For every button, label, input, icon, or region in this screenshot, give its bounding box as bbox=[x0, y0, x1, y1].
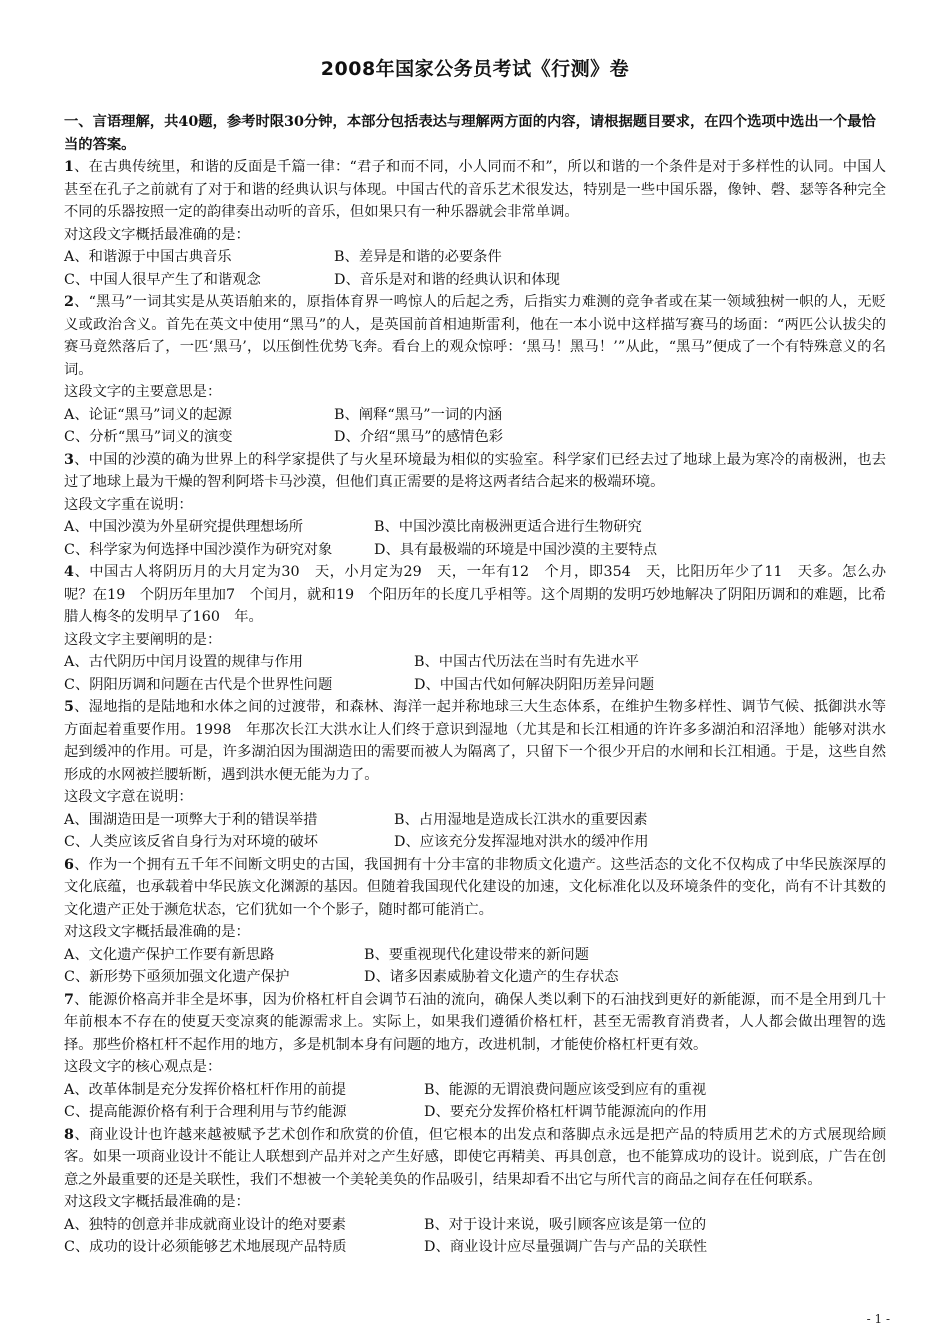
option-d: D、中国古代如何解决阴阳历差异问题 bbox=[414, 676, 655, 693]
question-text bbox=[64, 1124, 886, 1192]
option-d: D、具有最极端的环境是中国沙漠的主要特点 bbox=[374, 541, 658, 558]
option-a: A、古代阴历中闰月设置的规律与作用 bbox=[64, 654, 304, 670]
question-block bbox=[64, 291, 886, 449]
option-c: C、中国人很早产生了和谐观念 bbox=[64, 271, 261, 288]
option-row bbox=[64, 1214, 886, 1237]
option-row bbox=[64, 1101, 886, 1124]
option-d: D、诸多因素威胁着文化遗产的生存状态 bbox=[364, 969, 619, 985]
question-body: 、“黑马”一词其实是从英语舶来的，原指体育界一鸣惊人的后起之秀，后指实力难测的竞争者或在某一领域独树一帜的人，无贬义或政治含义。首先在英文中使用“黑马”的人，是英国前首相迪斯雷利，他在一本小说中这样描写赛马的场面：“两匹公认拔尖的赛马竟然落后了，一匹‘黑马’，以压倒性优势飞奔。看台上的观众惊呼：‘黑马！黑马！’”从此，“黑马”便成了一个有特殊意义的名词。 bbox=[64, 294, 886, 378]
question-block bbox=[64, 156, 886, 291]
option-row bbox=[64, 831, 886, 854]
question-prompt: 对这段文字概括最准确的是： bbox=[64, 226, 250, 243]
question-number: 4 bbox=[64, 564, 74, 580]
option-row bbox=[64, 246, 886, 269]
question-text bbox=[64, 854, 886, 922]
question-prompt: 这段文字主要阐明的是： bbox=[64, 631, 222, 648]
question-text bbox=[64, 561, 886, 629]
option-d: D、要充分发挥价格杠杆调节能源流向的作用 bbox=[424, 1104, 708, 1120]
option-a: A、改革体制是充分发挥价格杠杆作用的前提 bbox=[64, 1081, 346, 1098]
question-prompt: 对这段文字概括最准确的是： bbox=[64, 924, 250, 940]
question-number: 1 bbox=[64, 159, 74, 175]
question-number: 7 bbox=[64, 991, 74, 1008]
question-block bbox=[64, 696, 886, 854]
question-body: 、中国古人将阴历月的大月定为30 天，小月定为29 天，一年有12 个月，即354 天，比阳历年少了11 天多。怎么办呢？在19 个阴历年里加7 个闰月，就和19 个阳历年的长度几乎相等。这个周期的发明巧妙地解决了阴阳历调和的难题，比希腊人梅冬的发明早了160 年。 bbox=[64, 564, 886, 625]
option-c: C、人类应该反省自身行为对环境的破坏 bbox=[64, 834, 318, 850]
option-row bbox=[64, 269, 886, 292]
option-d: D、应该充分发挥湿地对洪水的缓冲作用 bbox=[394, 834, 649, 850]
question-number: 2 bbox=[64, 294, 74, 310]
document-title: 2008年国家公务员考试《行测》卷 bbox=[320, 58, 630, 80]
question-text bbox=[64, 696, 886, 786]
option-c: C、提高能源价格有利于合理利用与节约能源 bbox=[64, 1104, 347, 1120]
option-row bbox=[64, 516, 886, 539]
section-heading: 一、言语理解，共40题，参考时限30分钟，本部分包括表达与理解两方面的内容，请根据题目要求，在四个选项中选出一个最恰当的答案。 bbox=[64, 114, 876, 153]
question-body: 、在古典传统里，和谐的反面是千篇一律：“君子和而不同，小人同而不和”，所以和谐的一个条件是对于多样性的认同。中国人甚至在孔子之前就有了对于和谐的经典认识与体现。中国古代的音乐艺术很发达，特别是一些中国乐器，像钟、磬、瑟等各种完全不同的乐器按照一定的韵律奏出动听的音乐，但如果只有一种乐器就会非常单调。 bbox=[64, 159, 886, 220]
option-row bbox=[64, 1236, 886, 1259]
question-number: 8 bbox=[64, 1126, 74, 1143]
question-text bbox=[64, 989, 886, 1057]
option-row bbox=[64, 426, 886, 449]
question-body: 、能源价格高并非全是坏事，因为价格杠杆自会调节石油的流向，确保人类以剩下的石油找到更好的新能源，而不是全用到几十年前根本不存在的使夏天变凉爽的能源需求上。实际上，如果我们遵循价格杠杆，甚至无需教育消费者，人人都会做出理智的选择。那些价格杠杆不起作用的地方，多是机制本身有问题的地方，改进机制，才能使价格杠杆更有效。 bbox=[64, 991, 886, 1053]
option-a: A、中国沙漠为外星研究提供理想场所 bbox=[64, 519, 304, 535]
question-body: 、商业设计也许越来越被赋予艺术创作和欣赏的价值，但它根本的出发点和落脚点永远是把产品的特质用艺术的方式展现给顾客。如果一项商业设计不能让人联想到产品并对之产生好感，即使它再精美、再具创意，也不能算成功的设计。说到底，广告在创意之外最重要的还是关联性，我们不想被一个美轮美奂的作品吸引，结果却看不出它与所代言的商品之间存在任何联系。 bbox=[64, 1126, 886, 1188]
option-a: A、论证“黑马”词义的起源 bbox=[64, 406, 232, 423]
question-prompt: 这段文字的核心观点是： bbox=[64, 1059, 222, 1075]
question-prompt: 这段文字意在说明： bbox=[64, 789, 193, 805]
option-row bbox=[64, 539, 886, 562]
option-c: C、成功的设计必须能够艺术地展现产品特质 bbox=[64, 1239, 347, 1255]
option-b: B、阐释“黑马”一词的内涵 bbox=[334, 406, 503, 423]
option-b: B、能源的无谓浪费问题应该受到应有的重视 bbox=[424, 1081, 707, 1098]
option-c: C、阴阳历调和问题在古代是个世界性问题 bbox=[64, 676, 333, 693]
option-a: A、和谐源于中国古典音乐 bbox=[64, 249, 232, 265]
question-block bbox=[64, 854, 886, 989]
page-number: - 1 - bbox=[866, 1312, 890, 1326]
question-body: 、湿地指的是陆地和水体之间的过渡带，和森林、海洋一起并称地球三大生态体系，在维护生物多样性、调节气候、抵御洪水等方面起着重要作用。1998 年那次长江大洪水让人们终于意识到湿地（尤其是和长江相通的许许多多湖泊和沼泽地）能够对洪水起到缓冲的作用。可是，许多湖泊因为围湖造田的需要而被人为隔离了，只留下一个很少开启的水闸和长江相通。于是，这些自然形成的水网被拦腰斩断，遇到洪水便无能为力了。 bbox=[64, 699, 886, 783]
option-a: A、文化遗产保护工作要有新思路 bbox=[64, 946, 275, 963]
option-row bbox=[64, 966, 886, 989]
option-row bbox=[64, 674, 886, 697]
question-text bbox=[64, 291, 886, 381]
question-body: 、中国的沙漠的确为世界上的科学家提供了与火星环境最为相似的实验室。科学家们已经去过了地球上最为寒冷的南极洲，也去过了地球上最为干燥的智利阿塔卡马沙漠，但他们真正需要的是将这两者结合起来的极端环境。 bbox=[64, 451, 886, 490]
question-prompt: 这段文字重在说明： bbox=[64, 496, 193, 513]
question-block bbox=[64, 989, 886, 1124]
question-list bbox=[64, 156, 886, 1259]
document-page bbox=[64, 54, 886, 1259]
option-d: D、介绍“黑马”的感情色彩 bbox=[334, 429, 504, 445]
option-row bbox=[64, 944, 886, 967]
option-b: B、要重视现代化建设带来的新问题 bbox=[364, 946, 589, 963]
question-block bbox=[64, 561, 886, 696]
option-d: D、音乐是对和谐的经典认识和体现 bbox=[334, 271, 560, 288]
option-b: B、差异是和谐的必要条件 bbox=[334, 249, 502, 265]
option-b: B、中国古代历法在当时有先进水平 bbox=[414, 654, 639, 670]
option-c: C、科学家为何选择中国沙漠作为研究对象 bbox=[64, 541, 333, 558]
option-a: A、围湖造田是一项弊大于利的错误举措 bbox=[64, 811, 318, 828]
question-number: 6 bbox=[64, 856, 74, 873]
option-c: C、分析“黑马”词义的演变 bbox=[64, 429, 233, 445]
option-a: A、独特的创意并非成就商业设计的绝对要素 bbox=[64, 1216, 346, 1233]
option-b: B、中国沙漠比南极洲更适合进行生物研究 bbox=[374, 519, 642, 535]
option-row bbox=[64, 651, 886, 674]
question-text bbox=[64, 449, 886, 494]
question-prompt: 这段文字的主要意思是： bbox=[64, 384, 222, 400]
question-text bbox=[64, 156, 886, 224]
question-block bbox=[64, 449, 886, 562]
option-c: C、新形势下亟须加强文化遗产保护 bbox=[64, 969, 290, 985]
question-prompt: 对这段文字概括最准确的是： bbox=[64, 1194, 250, 1210]
option-row bbox=[64, 1079, 886, 1102]
option-b: B、占用湿地是造成长江洪水的重要因素 bbox=[394, 811, 648, 828]
option-row bbox=[64, 404, 886, 427]
option-d: D、商业设计应尽量强调广告与产品的关联性 bbox=[424, 1239, 708, 1255]
question-block bbox=[64, 1124, 886, 1259]
question-number: 3 bbox=[64, 451, 74, 468]
question-number: 5 bbox=[64, 699, 74, 715]
question-body: 、作为一个拥有五千年不间断文明史的古国，我国拥有十分丰富的非物质文化遗产。这些活态的文化不仅构成了中华民族深厚的文化底蕴，也承载着中华民族文化渊源的基因。但随着我国现代化建设的加速，文化标准化以及环境条件的变化，尚有不计其数的文化遗产正处于濒危状态，它们犹如一个个影子，随时都可能消亡。 bbox=[64, 856, 886, 918]
option-row bbox=[64, 809, 886, 832]
option-b: B、对于设计来说，吸引顾客应该是第一位的 bbox=[424, 1216, 707, 1233]
